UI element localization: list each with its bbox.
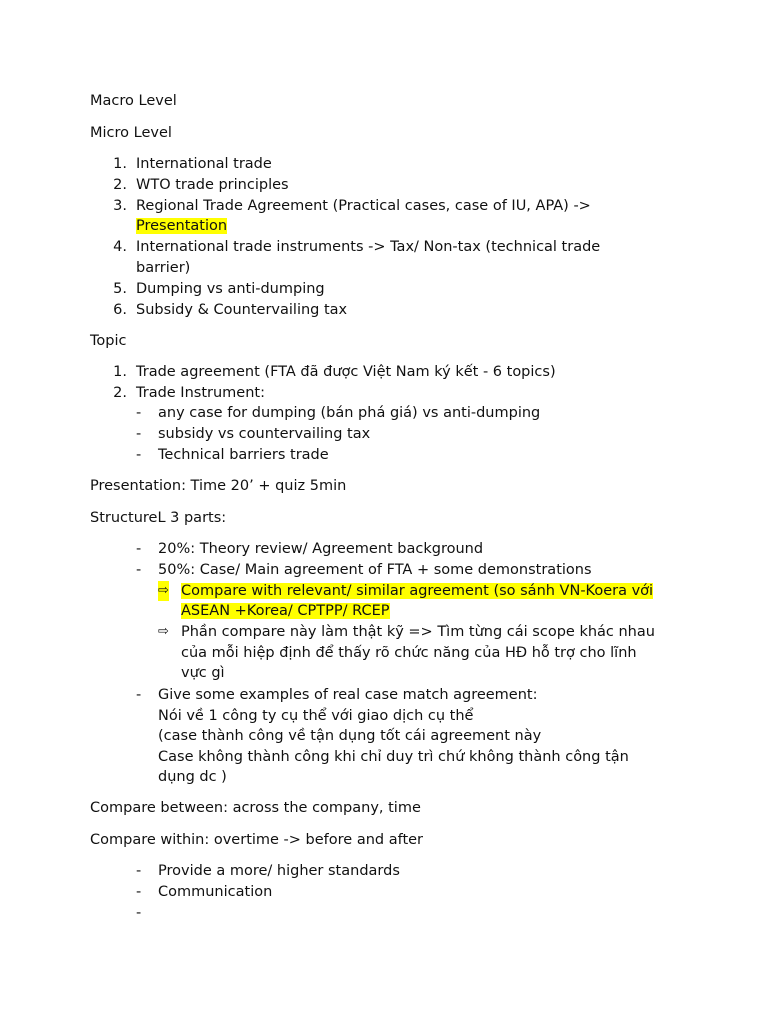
structure-line: StructureL 3 parts:	[90, 510, 227, 526]
compare-text: Compare with relevant/ similar agreement	[181, 583, 494, 599]
list-number: 4.	[113, 239, 127, 255]
arrow-list-item-continuation	[181, 601, 390, 621]
list-item: Dumping vs anti-dumping	[136, 281, 325, 297]
macro-level-heading: Macro Level	[90, 93, 177, 109]
sub-list-item: subsidy vs countervailing tax	[158, 426, 371, 442]
list-item: WTO trade principles	[136, 177, 289, 193]
list-item-continuation: dụng dc )	[158, 769, 227, 785]
arrow-list-item-continuation: của mỗi hiệp định để thấy rõ chức năng của HĐ hỗ trợ cho lĩnh	[181, 645, 637, 661]
compare-within-line: Compare within: overtime -> before and after	[90, 832, 424, 848]
list-item: Regional Trade Agreement (Practical cases, case of IU, APA) ->	[136, 198, 591, 214]
arrow-bullet-icon: ⇨	[158, 581, 169, 601]
list-number: 2.	[113, 385, 127, 401]
bullet-dash: -	[136, 562, 142, 578]
list-item-continuation: barrier)	[136, 260, 191, 276]
highlighted-text: ASEAN +Korea/ CPTPP/ RCEP	[181, 603, 390, 619]
list-number: 1.	[113, 364, 127, 380]
list-item: Trade agreement (FTA đã được Việt Nam ký kết - 6 topics)	[136, 364, 556, 380]
bullet-dash: -	[136, 884, 142, 900]
bullet-dash: -	[136, 426, 142, 442]
list-item: Trade Instrument:	[136, 385, 265, 401]
list-number: 5.	[113, 281, 127, 297]
sub-list-item: any case for dumping (bán phá giá) vs anti-dumping	[158, 405, 541, 421]
micro-level-heading: Micro Level	[90, 125, 172, 141]
bullet-dash: -	[136, 447, 142, 463]
list-item-continuation	[136, 216, 227, 236]
bullet-dash: -	[136, 405, 142, 421]
highlighted-text: (so sánh VN-Koera với	[493, 583, 654, 599]
arrow-list-item: Phần compare này làm thật kỹ => Tìm từng cái scope khác nhau	[181, 624, 655, 640]
list-item: International trade instruments -> Tax/ Non-tax (technical trade	[136, 239, 601, 255]
list-number: 3.	[113, 198, 127, 214]
bullet-dash: -	[136, 905, 142, 921]
list-item: Provide a more/ higher standards	[158, 863, 400, 879]
list-item-continuation: Case không thành công khi chỉ duy trì chứ không thành công tận	[158, 749, 629, 765]
list-item: 20%: Theory review/ Agreement background	[158, 541, 484, 557]
bullet-dash: -	[136, 687, 142, 703]
list-item: Communication	[158, 884, 273, 900]
topic-heading: Topic	[90, 333, 127, 349]
presentation-line: Presentation: Time 20’ + quiz 5min	[90, 478, 347, 494]
arrow-list-item-continuation: vực gì	[181, 665, 225, 681]
bullet-dash: -	[136, 541, 142, 557]
list-number: 1.	[113, 156, 127, 172]
highlighted-text: Presentation	[136, 218, 228, 234]
list-item: 50%: Case/ Main agreement of FTA + some demonstrations	[158, 562, 592, 578]
list-item-continuation: Nói về 1 công ty cụ thể với giao dịch cụ thể	[158, 708, 474, 724]
bullet-dash: -	[136, 863, 142, 879]
list-item: International trade	[136, 156, 272, 172]
arrow-list-item	[181, 581, 653, 601]
compare-between-line: Compare between: across the company, time	[90, 800, 421, 816]
list-number: 6.	[113, 302, 127, 318]
sub-list-item: Technical barriers trade	[158, 447, 329, 463]
list-number: 2.	[113, 177, 127, 193]
list-item: Subsidy & Countervailing tax	[136, 302, 348, 318]
list-item: Give some examples of real case match agreement:	[158, 687, 538, 703]
arrow-bullet-icon: ⇨	[158, 624, 169, 639]
list-item-continuation: (case thành công về tận dụng tốt cái agreement này	[158, 728, 542, 744]
